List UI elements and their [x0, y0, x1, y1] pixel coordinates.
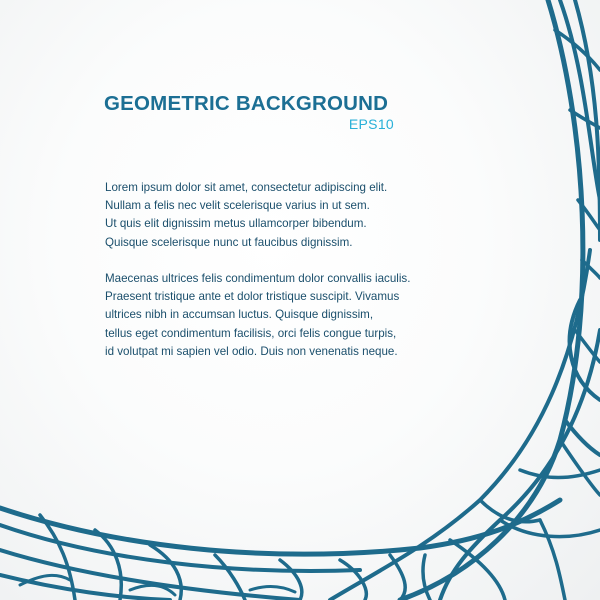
format-subtitle: EPS10 — [348, 116, 394, 132]
text-line: tellus eget condimentum facilisis, orci felis congue turpis, — [105, 326, 397, 340]
text-line: Praesent tristique ante et dolor tristique suscipit. Vivamus — [105, 290, 400, 304]
text-line: id volutpat mi sapien vel odio. Duis non venenatis neque. — [105, 344, 398, 358]
body-paragraph-1 — [105, 179, 450, 252]
body-paragraph-2 — [105, 270, 450, 361]
mesh-strand — [540, 520, 565, 600]
text-line: Ut quis elit dignissim metus ullamcorper bibendum. — [105, 217, 367, 231]
text-line: Nullam a felis nec velit scelerisque varius in ut sem. — [105, 199, 370, 213]
mesh-strand — [95, 530, 121, 600]
mesh-strand — [560, 440, 600, 495]
mesh-strand — [423, 555, 430, 600]
text-line: Quisque scelerisque nunc ut faucibus dignissim. — [105, 235, 353, 249]
mesh-strand — [280, 560, 302, 600]
text-line: ultrices nibh in accumsan luctus. Quisque dignissim, — [105, 308, 374, 322]
mesh-strand — [520, 470, 600, 478]
mesh-strand — [0, 575, 170, 600]
mesh-strand — [250, 586, 295, 592]
text-line: Lorem ipsum dolor sit amet, consectetur adipiscing elit. — [105, 181, 388, 194]
mesh-strand — [150, 545, 181, 600]
text-line: Maecenas ultrices felis condimentum dolor convallis iaculis. — [105, 272, 411, 285]
page-title: GEOMETRIC BACKGROUND — [104, 92, 389, 115]
